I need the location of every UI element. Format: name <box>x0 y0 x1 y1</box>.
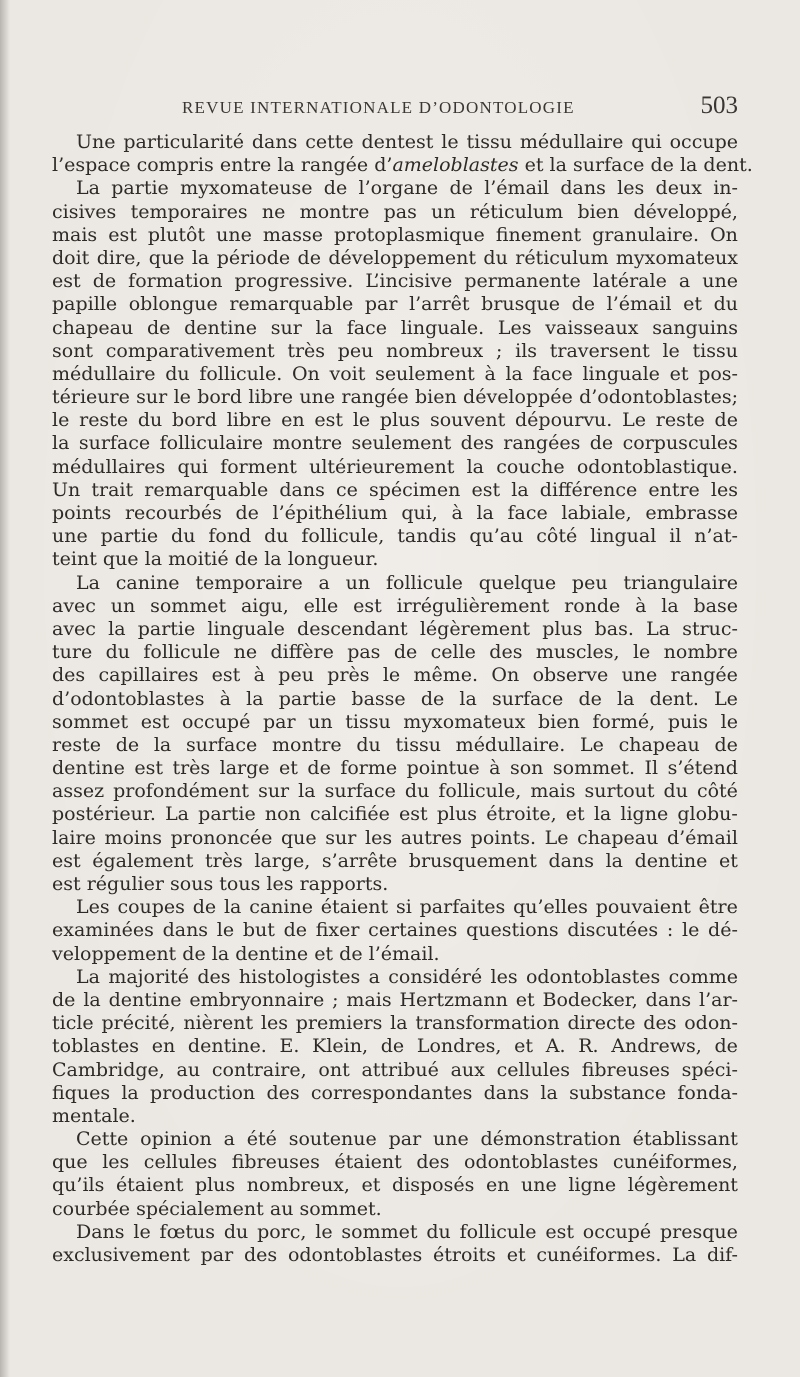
text-line: chapeau de dentine sur la face linguale. Les vaisseaux sanguins <box>52 316 738 339</box>
text-line: d’odontoblastes à la partie basse de la surface de la dent. Le <box>52 687 738 710</box>
text-line: Cambridge, au contraire, ont attribué aux cellules fibreuses spéci- <box>52 1058 738 1081</box>
text-line: est de formation progressive. L’incisive permanente latérale a une <box>52 270 738 293</box>
body-text <box>52 131 753 1267</box>
text-line: ticle précité, nièrent les premiers la transformation directe des odon- <box>52 1012 738 1035</box>
text-line: l’espace compris entre la rangée d’ameloblastes et la surface de la dent. <box>52 154 753 177</box>
text-line: une partie du fond du follicule, tandis qu’au côté lingual il n’at- <box>52 525 738 548</box>
text-line: cisives temporaires ne montre pas un réticulum bien développé, <box>52 200 738 223</box>
text-line: des capillaires est à peu près le même. On observe une rangée <box>52 664 738 687</box>
text-line: assez profondément sur la surface du follicule, mais surtout du côté <box>52 780 738 803</box>
running-head <box>52 92 738 122</box>
text-line: veloppement de la dentine et de l’émail. <box>52 942 440 965</box>
text-line: toblastes en dentine. E. Klein, de Londres, et A. R. Andrews, de <box>52 1035 738 1058</box>
text-line: médullaires qui forment ultérieurement la couche odontoblastique. <box>52 455 738 478</box>
text-line: reste de la surface montre du tissu médullaire. Le chapeau de <box>52 733 738 756</box>
page-gutter-shadow <box>0 0 10 1377</box>
text-line: points recourbés de l’épithélium qui, à la face labiale, embrasse <box>52 502 738 524</box>
text-line: Une particularité dans cette dentest le tissu médullaire qui occupe <box>76 131 738 153</box>
text-line: exclusivement par des odontoblastes étroits et cunéiformes. La dif- <box>52 1244 738 1266</box>
text-line: La partie myxomateuse de l’organe de l’émail dans les deux in- <box>76 177 738 200</box>
text-line: Les coupes de la canine étaient si parfaites qu’elles pouvaient être <box>76 896 738 919</box>
text-line: mentale. <box>52 1104 136 1127</box>
text-line: La majorité des histologistes a considéré les odontoblastes comme <box>76 965 738 988</box>
running-title: REVUE INTERNATIONALE D’ODONTOLOGIE <box>182 98 575 117</box>
text-line: doit dire, que la période de développement du réticulum myxomateux <box>52 246 738 269</box>
text-line: La canine temporaire a un follicule quelque peu triangulaire <box>76 571 738 594</box>
text-line: Un trait remarquable dans ce spécimen est la différence entre les <box>52 478 738 501</box>
text-line: laire moins prononcée que sur les autres points. Le chapeau d’émail <box>52 826 738 849</box>
text-line: sont comparativement très peu nombreux ; ils traversent le tissu <box>52 339 738 362</box>
text-line: sommet est occupé par un tissu myxomateux bien formé, puis le <box>52 710 738 733</box>
text-line: que les cellules fibreuses étaient des odontoblastes cunéiformes, <box>52 1151 738 1174</box>
text-line: de la dentine embryonnaire ; mais Hertzmann et Bodecker, dans l’ar- <box>52 988 738 1011</box>
text-line: dentine est très large et de forme pointue à son sommet. Il s’étend <box>52 757 738 780</box>
text-line: postérieur. La partie non calcifiée est plus étroite, et la ligne globu- <box>52 803 738 826</box>
text-line: est également très large, s’arrête brusquement dans la dentine et <box>52 849 738 872</box>
text-line: avec un sommet aigu, elle est irrégulièrement ronde à la base <box>52 594 738 617</box>
text-line: térieure sur le bord libre une rangée bien développée d’odontoblastes; <box>52 386 738 409</box>
text-line: Cette opinion a été soutenue par une démonstration établissant <box>76 1128 738 1151</box>
text-line: médullaire du follicule. On voit seulement à la face linguale et pos- <box>52 362 738 385</box>
text-line: teint que la moitié de la longueur. <box>52 548 379 571</box>
text-line: examinées dans le but de fixer certaines questions discutées : le dé- <box>52 919 738 942</box>
text-line: la surface folliculaire montre seulement des rangées de corpuscules <box>52 432 738 455</box>
text-line: le reste du bord libre en est le plus souvent dépourvu. Le reste de <box>52 409 738 432</box>
text-line: ture du follicule ne diffère pas de celle des muscles, le nombre <box>52 641 738 664</box>
text-line: est régulier sous tous les rapports. <box>52 873 389 895</box>
text-line: Dans le fœtus du porc, le sommet du follicule est occupé presque <box>76 1220 738 1243</box>
text-line: courbée spécialement au sommet. <box>52 1197 382 1220</box>
text-line: mais est plutôt une masse protoplasmique finement granulaire. On <box>52 223 738 246</box>
text-line: papille oblongue remarquable par l’arrêt brusque de l’émail et du <box>52 293 738 316</box>
text-line: fiques la production des correspondantes dans la substance fonda- <box>52 1081 738 1104</box>
text-line: qu’ils étaient plus nombreux, et disposés en une ligne légèrement <box>52 1174 738 1197</box>
page-number: 503 <box>700 92 738 119</box>
text-line: avec la partie linguale descendant légèrement plus bas. La struc- <box>52 617 738 640</box>
